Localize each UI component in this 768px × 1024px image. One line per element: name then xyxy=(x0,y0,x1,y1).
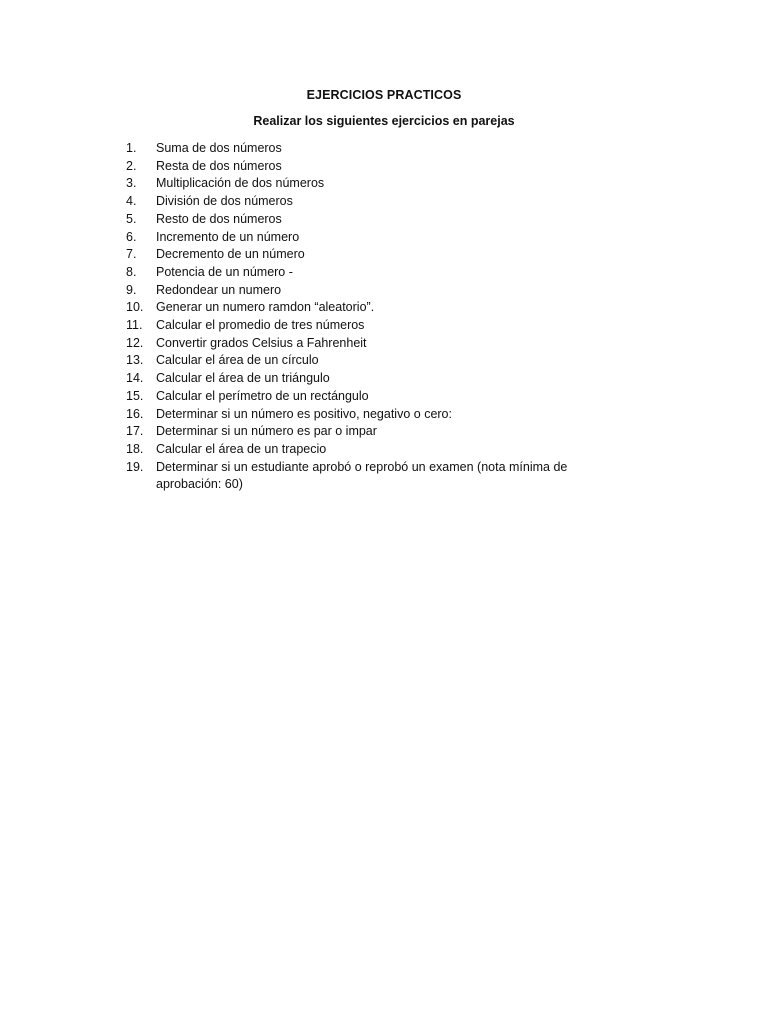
list-item xyxy=(126,406,596,424)
item-text: Redondear un numero xyxy=(156,282,282,297)
list-item xyxy=(126,140,596,158)
item-text: División de dos números xyxy=(156,194,293,209)
item-text: Potencia de un número - xyxy=(156,264,293,279)
list-item xyxy=(126,459,596,494)
list-item xyxy=(126,229,596,247)
item-number: 12. xyxy=(126,335,144,350)
list-item xyxy=(126,282,596,300)
item-text: Determinar si un número es positivo, negativo o cero: xyxy=(156,406,452,421)
item-text: Suma de dos números xyxy=(156,141,282,155)
list-item xyxy=(126,423,596,441)
exercise-list xyxy=(126,140,596,494)
item-number: 5. xyxy=(126,211,137,226)
item-text: Determinar si un estudiante aprobó o reprobó un examen (nota mínima de aprobación: 60) xyxy=(156,459,568,492)
item-text: Incremento de un número xyxy=(156,229,300,244)
item-number: 1. xyxy=(126,141,137,155)
item-number: 2. xyxy=(126,158,137,173)
item-text: Calcular el área de un trapecio xyxy=(156,441,327,456)
item-number: 19. xyxy=(126,459,144,474)
item-number: 15. xyxy=(126,388,144,403)
item-number: 9. xyxy=(126,282,137,297)
item-text: Generar un numero ramdon “aleatorio”. xyxy=(156,300,375,315)
item-text: Calcular el perímetro de un rectángulo xyxy=(156,388,369,403)
document-title: EJERCICIOS PRACTICOS xyxy=(306,88,462,102)
document-subtitle: Realizar los siguientes ejercicios en parejas xyxy=(253,114,515,128)
item-number: 18. xyxy=(126,441,144,456)
item-number: 16. xyxy=(126,406,144,421)
list-item xyxy=(126,246,596,264)
list-item xyxy=(126,175,596,193)
item-text: Decremento de un número xyxy=(156,247,305,262)
list-item xyxy=(126,370,596,388)
list-item xyxy=(126,441,596,459)
item-number: 14. xyxy=(126,371,144,386)
list-item xyxy=(126,193,596,211)
item-number: 4. xyxy=(126,194,137,209)
list-item xyxy=(126,335,596,353)
item-text: Multiplicación de dos números xyxy=(156,176,325,191)
list-item xyxy=(126,388,596,406)
item-number: 17. xyxy=(126,424,144,439)
list-item xyxy=(126,317,596,335)
item-text: Resto de dos números xyxy=(156,211,282,226)
item-number: 7. xyxy=(126,247,137,262)
item-text: Calcular el promedio de tres números xyxy=(156,318,365,333)
item-number: 6. xyxy=(126,229,137,244)
item-text: Resta de dos números xyxy=(156,158,282,173)
list-item xyxy=(126,158,596,176)
item-number: 8. xyxy=(126,264,137,279)
item-number: 10. xyxy=(126,300,144,315)
list-item xyxy=(126,264,596,282)
item-text: Calcular el área de un triángulo xyxy=(156,371,330,386)
item-number: 11. xyxy=(126,318,143,333)
list-item xyxy=(126,352,596,370)
item-text: Convertir grados Celsius a Fahrenheit xyxy=(156,335,367,350)
item-number: 3. xyxy=(126,176,137,191)
list-item xyxy=(126,211,596,229)
item-text: Calcular el área de un círculo xyxy=(156,353,319,368)
list-item xyxy=(126,299,596,317)
item-number: 13. xyxy=(126,353,144,368)
item-text: Determinar si un número es par o impar xyxy=(156,424,377,439)
